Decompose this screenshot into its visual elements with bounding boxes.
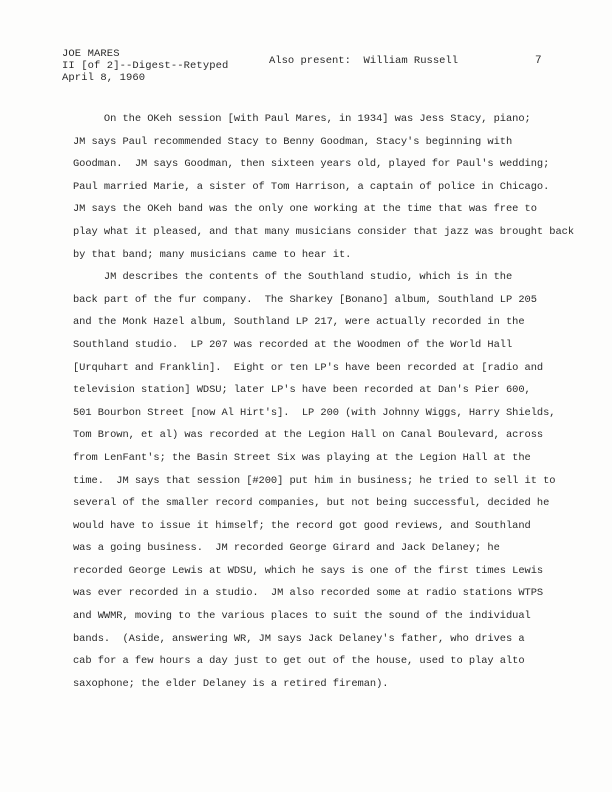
paragraph-2 <box>73 266 573 695</box>
interviewee-name: JOE MARES <box>62 48 120 60</box>
text-line: by that band; many musicians came to hear it. <box>73 248 352 261</box>
page-number: 7 <box>535 55 542 67</box>
text-line: Tom Brown, et al) was recorded at the Legion Hall on Canal Boulevard, across <box>73 429 544 442</box>
text-line: play what it pleased, and that many musicians consider that jazz was brought back <box>73 225 575 238</box>
text-line: several of the smaller record companies, but not being successful, decided he <box>73 497 550 510</box>
paragraph-1 <box>73 108 573 266</box>
text-line: [Urquhart and Franklin]. Eight or ten LP's have been recorded at [radio and <box>73 361 544 374</box>
text-line: JM describes the contents of the Southland studio, which is in the <box>73 271 513 284</box>
text-line: and the Monk Hazel album, Southland LP 217, were actually recorded in the <box>73 316 525 329</box>
text-line: and WWMR, moving to the various places to suit the sound of the individual <box>73 610 531 623</box>
text-line: 501 Bourbon Street [now Al Hirt's]. LP 200 (with Johnny Wiggs, Harry Shields, <box>73 406 556 419</box>
interview-date: April 8, 1960 <box>62 72 146 84</box>
header-block <box>62 48 228 84</box>
text-line: JM says Paul recommended Stacy to Benny Goodman, Stacy's beginning with <box>73 135 513 148</box>
text-line: bands. (Aside, answering WR, JM says Jack Delaney's father, who drives a <box>73 632 525 645</box>
text-line: television station] WDSU; later LP's have been recorded at Dan's Pier 600, <box>73 384 531 397</box>
text-line: was a going business. JM recorded George Girard and Jack Delaney; he <box>73 542 500 555</box>
text-line: recorded George Lewis at WDSU, which he says is one of the first times Lewis <box>73 564 544 577</box>
text-line: time. JM says that session [#200] put him in business; he tried to sell it to <box>73 474 556 487</box>
text-line: Paul married Marie, a sister of Tom Harrison, a captain of police in Chicago. <box>73 180 550 193</box>
text-line: Goodman. JM says Goodman, then sixteen years old, played for Paul's wedding; <box>73 158 550 171</box>
text-line: JM says the OKeh band was the only one working at the time that was free to <box>73 203 537 216</box>
reel-info: II [of 2]--Digest--Retyped <box>62 60 229 72</box>
text-line: On the OKeh session [with Paul Mares, in 1934] was Jess Stacy, piano; <box>73 113 531 125</box>
text-line: Southland studio. LP 207 was recorded at the Woodmen of the World Hall <box>73 338 513 351</box>
text-line: from LenFant's; the Basin Street Six was playing at the Legion Hall at the <box>73 451 531 464</box>
text-line: saxophone; the elder Delaney is a retired fireman). <box>73 677 389 690</box>
text-line: cab for a few hours a day just to get out of the house, used to play alto <box>73 655 525 668</box>
text-line: would have to issue it himself; the record got good reviews, and Southland <box>73 519 531 532</box>
also-present: Also present: William Russell <box>269 55 459 67</box>
text-line: back part of the fur company. The Sharkey [Bonano] album, Southland LP 205 <box>73 293 537 306</box>
transcript-body <box>73 108 573 695</box>
text-line: was ever recorded in a studio. JM also recorded some at radio stations WTPS <box>73 587 544 600</box>
